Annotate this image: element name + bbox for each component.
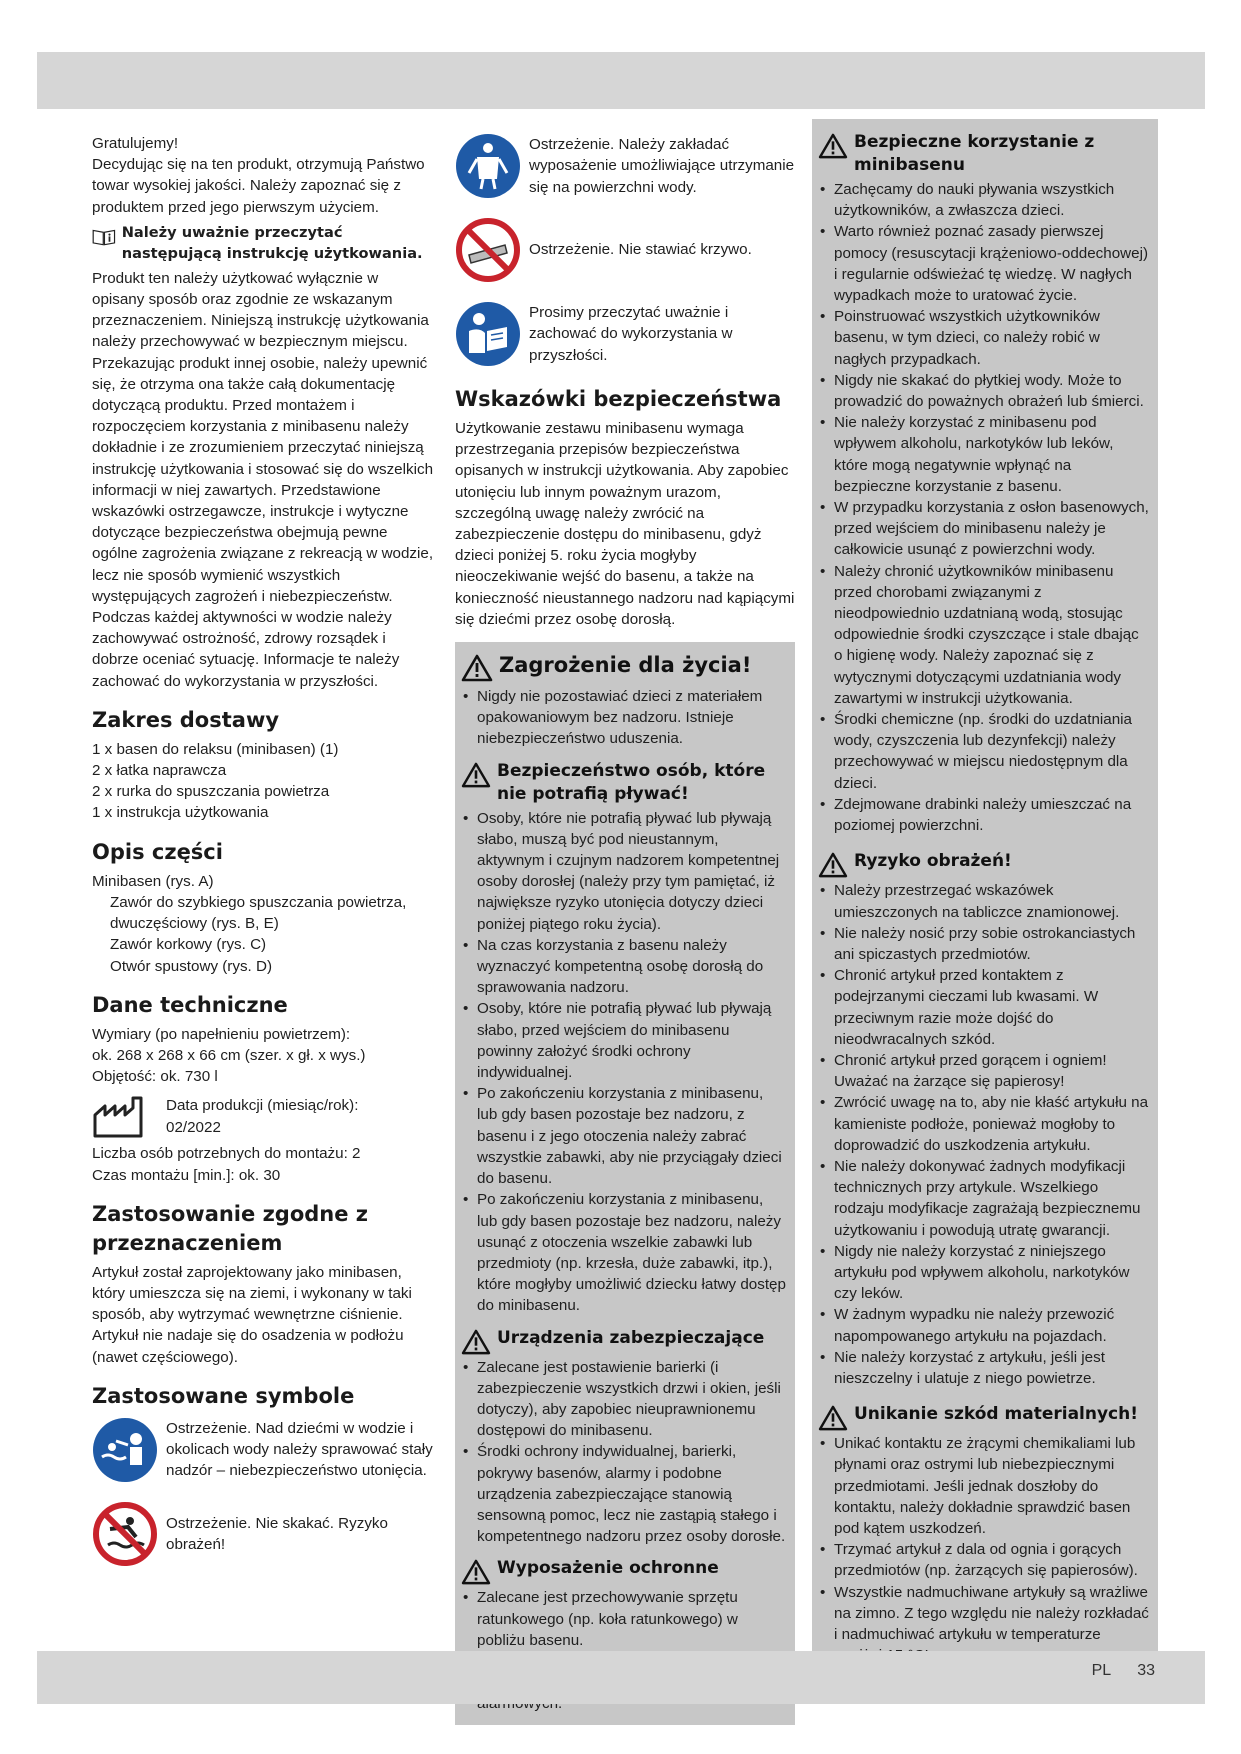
delivery-item: 1 x instrukcja użytkowania [92,804,269,822]
parts-main: Minibasen (rys. A) [92,872,214,890]
delivery-item: 1 x basen do relaksu (minibasen) (1) [92,740,339,758]
symbol-flotation-text: Ostrzeżenie. Należy zakładać wyposażenie umożliwiające utrzymanie się na powierzchni wody. [529,136,795,196]
list-item: • Chronić artykuł przed kontaktem z podejrzanymi cieczami lub kwasami. W przeciwnym razie może dojść do nieodwracalnych szkód. [818,965,1150,1050]
list-item: • Nigdy nie skakać do płytkiej wody. Może to prowadzić do poważnych obrażeń lub śmierci. [818,370,1150,412]
production-date-value: 02/2022 [166,1118,221,1136]
list-item: • Osoby, które nie potrafią pływać lub pływają słabo, muszą być pod nieustannym, aktywnym i czujnym nadzorem kompetentnej osoby dorosłej (należy przy tym pamiętać, iż największe ryzyko utonięcia dotyczy dzieci poniżej piątego roku życia). [461,808,787,935]
column-3 [812,119,1158,1676]
symbol-supervision-text: Ostrzeżenie. Nad dziećmi w wodzie i okolicach wody należy sprawować stały nadzór – niebezpieczeństwo utonięcia. [166,1419,433,1480]
list-item: • Nigdy nie należy korzystać z niniejszego artykułu pod wpływem alkoholu, narkotyków czy leków. [818,1241,1150,1305]
safety-title: Wskazówki bezpieczeństwa [455,387,782,411]
assembly-time: Czas montażu [min.]: ok. 30 [92,1166,281,1184]
parts-item: Otwór spustowy (rys. D) [110,957,273,975]
tech-volume: Objętość: ok. 730 l [92,1068,218,1086]
damage-list [818,1433,1150,1666]
devices-heading: Urządzenia zabezpieczające [461,1327,787,1355]
usage-text: Artykuł został zaprojektowany jako minibasen, który umieszcza się na ziemi, i wykonany w taki sposób, aby wytrzymać wewnętrzne ciśnienie. Artykuł nie nadaje się do osadzenia w podłożu (nawet częściowego). [92,1263,412,1366]
warning-triangle-icon [818,852,848,878]
header-band [37,52,1205,109]
safeuse-list [818,179,1150,836]
injury-heading: Ryzyko obrażeń! [818,850,1150,878]
assembly-people: Liczba osób potrzebnych do montażu: 2 [92,1145,361,1163]
warning-triangle-icon [461,654,493,682]
list-item: • Poinstruować wszystkich użytkowników basenu, w tym dzieci, co należy robić w nagłych przypadkach. [818,306,1150,370]
nonswim-heading: Bezpieczeństwo osób, które nie potrafią pływać! [461,760,787,806]
list-item: • Wszystkie nadmuchiwane artykuły są wrażliwe na zimno. Z tego względu nie należy rozkładać i nadmuchiwać artykułu w temperaturze [818,1582,1150,1667]
read-instructions-note: Należy uważnie przeczytać następującą instrukcję użytkowania. [92,222,434,264]
list-item: • Zdejmowane drabinki należy umieszczać na poziomej powierzchni. [818,794,1150,836]
column-1 [92,133,434,1585]
safety-text: Użytkowanie zestawu minibasenu wymaga przestrzegania przepisów bezpieczeństwa opisanych w instrukcji użytkowania. Aby zapobiec utonięciu lub innym poważnym urazom, szczególną uwagę należy zwrócić na zabezpieczenie dostępu do minibasenu, gdyż dzieci poniżej 5. roku życia mogłyby nieoczekiwanie wejść do basenu, a także na konieczność nieustannego nadzoru nad kąpiącymi się dziećmi przez osobę dorosłą. [455,420,795,628]
footer [1092,1662,1155,1680]
list-item: • Chronić artykuł przed gorącem i ogniem! Uważać na żarzące się papierosy! [818,1050,1150,1092]
list-item: • W żadnym wypadku nie należy przewozić napompowanego artykułu na pojazdach. [818,1304,1150,1346]
production-date [92,1095,434,1139]
flotation-vest-icon [455,133,521,199]
list-item: • W przypadku korzystania z osłon basenowych, przed wejściem do minibasenu należy je całkowicie usunąć z powierzchni wody. [818,497,1150,561]
warnings-box [455,642,795,1725]
factory-icon [92,1095,144,1139]
parts-title: Opis części [92,839,223,864]
list-item: • Środki chemiczne (np. środki do uzdatniania wody, czyszczenia lub dezynfekcji) należy przechowywać w miejscu niedostępnym dla dzieci. [818,709,1150,794]
list-item: • Należy przestrzegać wskazówek umieszczonych na tabliczce znamionowej. [818,880,1150,922]
symbol-level-text: Ostrzeżenie. Nie stawiać krzywo. [529,241,752,259]
warning-triangle-icon [818,1405,848,1431]
list-item: • Warto również poznać zasady pierwszej pomocy (resuscytacji krążeniowo-oddechowej) i regularnie odświeżać tę wiedzę. W nagłych wypadkach może to uratować życie. [818,221,1150,306]
devices-list [461,1357,787,1548]
list-item: • Zalecane jest przechowywanie sprzętu ratunkowego (np. koła ratunkowego) w pobliżu basenu. [461,1587,787,1651]
symbol-supervision [92,1417,434,1483]
delivery-title: Zakres dostawy [92,707,280,732]
child-supervision-icon [92,1417,158,1483]
parts-item: Zawór do szybkiego spuszczania powietrza, dwuczęściowy (rys. B, E) [110,893,407,933]
symbol-read-manual-text: Prosimy przeczytać uważnie i zachować do wykorzystania w przyszłości. [529,304,733,364]
list-item: • Nigdy nie pozostawiać dzieci z materiałem opakowaniowym bez nadzoru. Istnieje niebezpieczeństwo uduszenia. [461,686,787,750]
nonswim-list [461,808,787,1317]
footer-band [37,1651,1205,1704]
list-item: • Po zakończeniu korzystania z minibasenu, lub gdy basen pozostaje bez nadzoru, należy usunąć z otoczenia wszelkie zabawki lub przedmioty (np. krzesła, duże zabawki, itp.), które mogłyby umożliwić dziecku łatwy dostęp do minibasenu. [461,1189,787,1316]
list-item: • Zachęcamy do nauki pływania wszystkich użytkowników, a zwłaszcza dzieci. [818,179,1150,221]
usage-title: Zastosowanie zgodne z przeznaczeniem [92,1201,369,1255]
warning-triangle-icon [461,762,491,788]
symbol-no-jumping-text: Ostrzeżenie. Nie skakać. Ryzyko obrażeń! [166,1514,388,1553]
intro-text: Decydując się na ten produkt, otrzymują Państwo towar wysokiej jakości. Należy zapoznać się z produktem przed jego pierwszym użyciem. [92,156,425,216]
safety-box [812,119,1158,1676]
greeting: Gratulujemy! [92,135,179,152]
symbol-no-jumping [92,1501,434,1567]
list-item: • Zalecane jest postawienie barierki (i zabezpieczenie wszystkich drzwi i okien, jeśli dotyczy), aby zapobiec nieuprawnionemu dostępowi do minibasenu. [461,1357,787,1442]
danger-list [461,686,787,750]
tech-dims-label: Wymiary (po napełnieniu powietrzem): [92,1025,351,1043]
list-item: • Zwrócić uwagę na to, aby nie kłaść artykułu na kamieniste podłoże, ponieważ mogłoby to doprowadzić do uszkodzenia artykułu. [818,1092,1150,1156]
body-text: Produkt ten należy użytkować wyłącznie w opisany sposób oraz zgodnie ze wskazanym przeznaczeniem. Niniejszą instrukcję użytkowania należy przechowywać w bezpiecznym miejscu. Przekazując produkt innej osobie, należy upewnić się, że otrzyma ona także całą dokumentację dotyczącą produktu. Przed montażem i rozpoczęciem korzystania z minibasenu należy dokładnie i ze zrozumieniem przeczytać niniejszą instrukcję użytkowania i stosować się do wszelkich informacji w niej zawartych. Przedstawione wskazówki ostrzegawcze, instrukcje i wytyczne dotyczące bezpieczeństwa obejmują pewne ogólne zagrożenia związane z rekreacją w wodzie, lecz nie sposób wymienić wszystkich występujących zagrożeń i niebezpieczeństw. Podczas każdej aktywności w wodzie należy zachowywać ostrożność, zdrowy rozsądek i dobrze oceniać sytuację. Informacje te należy zachować do wykorzystania w przyszłości. [92,269,434,690]
list-item: • Nie należy nosić przy sobie ostrokanciastych ani spiczastych przedmiotów. [818,923,1150,965]
list-item: • Nie należy korzystać z minibasenu pod wpływem alkoholu, narkotyków lub leków, które mogą negatywnie wpłynąć na bezpieczne korzystanie z basenu. [818,412,1150,497]
symbol-read-manual [455,301,795,367]
tech-dims-value: ok. 268 x 268 x 66 cm (szer. x gł. x wys.) [92,1046,366,1064]
damage-heading: Unikanie szkód materialnych! [818,1403,1150,1431]
list-item: • Unikać kontaktu ze żrącymi chemikaliami lub płynami oraz ostrymi lub niebezpiecznymi przedmiotami. Jeśli jednak doszłoby do kontaktu, należy dokładnie sprawdzić basen pod kątem uszkodzeń. [818,1433,1150,1539]
list-item: • Na czas korzystania z basenu należy wyznaczyć kompetentną osobę dorosłą do sprawowania nadzoru. [461,935,787,999]
list-item: • Należy chronić użytkowników minibasenu przed chorobami związanymi z nieodpowiednio uzdatnianą wodą, stosując odpowiednie środki czyszczące i stale dbając o higienę wody. Należy zapoznać się z wytycznymi dotyczącymi uzdatniania wody zawartymi w instrukcji użytkowania. [818,561,1150,709]
list-item: • Nie należy dokonywać żadnych modyfikacji technicznych przy artykule. Wszelkiego rodzaju modyfikacje zagrażają bezpiecznemu użytkowaniu i powodują utratę gwarancji. [818,1156,1150,1241]
list-item: • Po zakończeniu korzystania z minibasenu, lub gdy basen pozostaje bez nadzoru, z basenu i z jego otoczenia należy zabrać wszystkie zabawki, aby nie przyciągały dzieci do basenu. [461,1083,787,1189]
warning-triangle-icon [461,1559,491,1585]
list-item: • Środki ochrony indywidualnej, barierki, pokrywy basenów, alarmy i podobne urządzenia zabezpieczające stanowią sensowną pomoc, lecz nie zastąpią stałego i kompetentnego nadzoru przez osoby dorosłe. [461,1441,787,1547]
symbol-flotation [455,133,795,199]
symbol-level [455,217,795,283]
injury-list [818,880,1150,1389]
warning-triangle-icon [461,1329,491,1355]
rescue-heading: Wyposażenie ochronne [461,1557,787,1585]
delivery-item: 2 x rurka do spuszczania powietrza [92,783,330,801]
no-jumping-icon [92,1501,158,1567]
warning-triangle-icon [818,133,848,159]
danger-heading: Zagrożenie dla życia! [461,652,787,682]
delivery-item: 2 x łatka naprawcza [92,762,227,780]
parts-item: Zawór korkowy (rys. C) [110,936,267,954]
language-code: PL [1091,1662,1112,1679]
read-manual-icon [455,301,521,367]
list-item: • Trzymać artykuł z dala od ognia i gorących przedmiotów (np. żarzących się papierosów). [818,1539,1150,1581]
safeuse-heading: Bezpieczne korzystanie z minibasenu [818,131,1150,177]
production-date-label: Data produkcji (miesiąc/rok): [166,1097,359,1115]
page-number: 33 [1137,1662,1155,1679]
no-slope-icon [455,217,521,283]
symbols-title: Zastosowane symbole [92,1383,355,1408]
list-item: • Nie należy korzystać z artykułu, jeśli jest nieszczelny i ulatuje z niego powietrze. [818,1347,1150,1389]
book-info-icon [92,222,116,252]
tech-title: Dane techniczne [92,992,288,1017]
list-item: • Osoby, które nie potrafią pływać lub pływają słabo, przed wejściem do minibasenu powinny założyć środki ochrony indywidualnej. [461,998,787,1083]
column-2 [455,133,795,1725]
